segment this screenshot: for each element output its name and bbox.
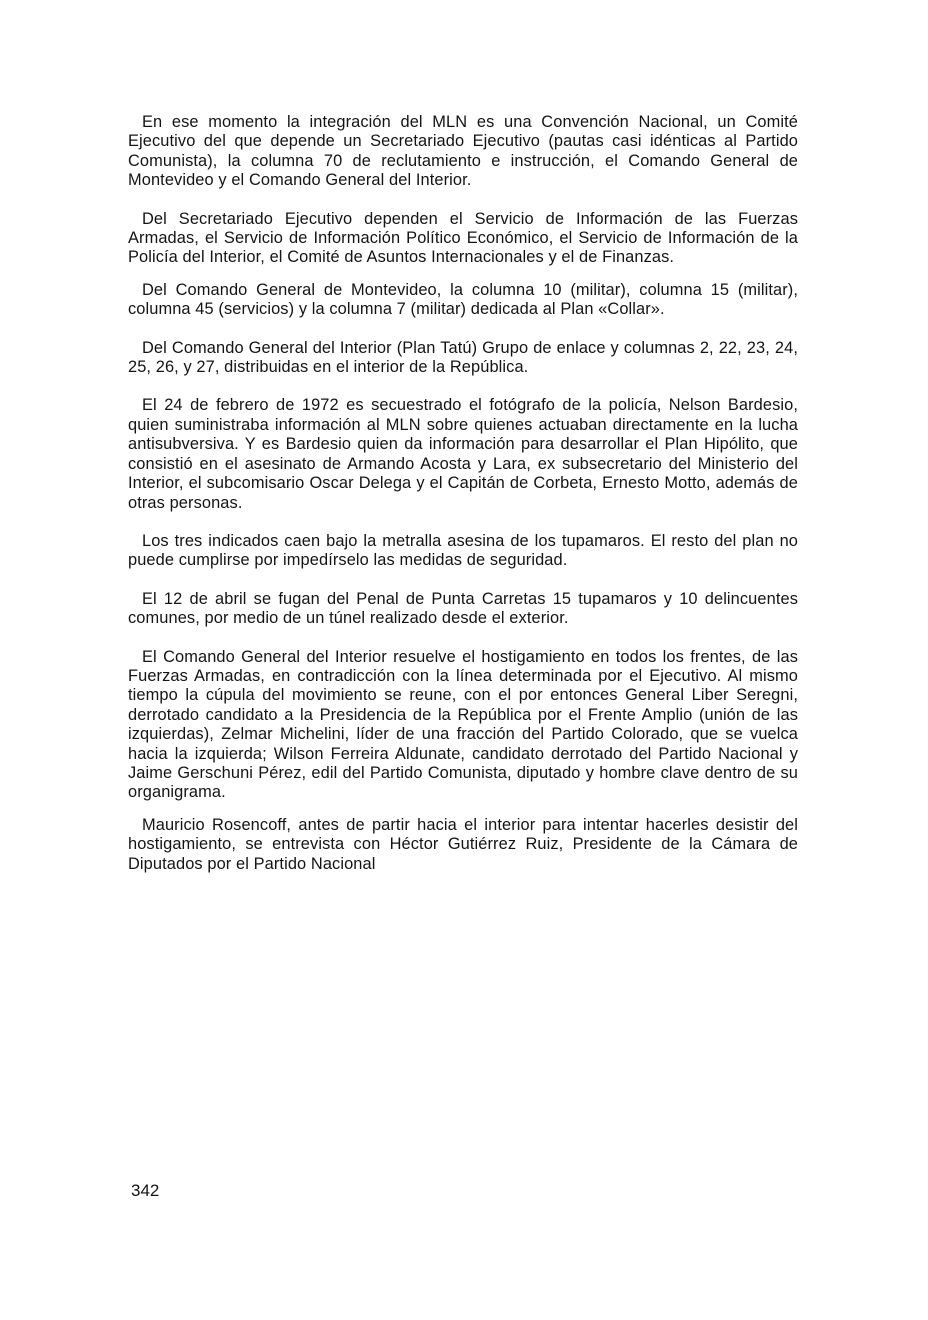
paragraph-fuga-punta-carretas: El 12 de abril se fugan del Penal de Punta Carretas 15 tupamaros y 10 delincuentes comunes, por medio de un túnel realizado desde el exterior. xyxy=(128,589,798,628)
paragraph-comando-interior: Del Comando General del Interior (Plan Tatú) Grupo de enlace y columnas 2, 22, 23, 24, 25, 26, y 27, distribuidas en el interior de la República. xyxy=(128,338,798,377)
paragraph-hostigamiento: El Comando General del Interior resuelve el hostigamiento en todos los frentes, de las Fuerzas Armadas, en contradicción con la línea determinada por el Ejecutivo. Al mismo tiempo la cúpula del movimiento se reune, con el por entonces General Liber Seregni, derrotado candidato a la Presidencia de la República por el Frente Amplio (unión de las izquierdas), Zelmar Michelini, líder de una fracción del Partido Colorado, que se vuelca hacia la izquierda; Wilson Ferreira Aldunate, candidato derrotado del Partido Nacional y Jaime Gerschuni Pérez, edil del Partido Comunista, diputado y hombre clave dentro de su organigrama. xyxy=(128,647,798,802)
paragraph-bardesio: El 24 de febrero de 1972 es secuestrado el fotógrafo de la policía, Nelson Bardesio, quien suministraba información al MLN sobre quienes actuaban directamente en la lucha antisubversiva. Y es Bardesio quien da información para desarrollar el Plan Hipólito, que consistió en el asesinato de Armando Acosta y Lara, ex subsecretario del Ministerio del Interior, el subcomisario Oscar Delega y el Capitán de Corbeta, Ernesto Motto, además de otras personas. xyxy=(128,396,798,512)
paragraph-mln-structure: En ese momento la integración del MLN es una Convención Nacional, un Comité Ejecutivo del que depende un Secretariado Ejecutivo (pautas casi idénticas al Partido Comunista), la columna 70 de reclutamiento e instrucción, el Comando General de Montevideo y el Comando General del Interior. xyxy=(128,113,798,190)
paragraph-secretariado: Del Secretariado Ejecutivo dependen el Servicio de Información de las Fuerzas Armadas, el Servicio de Información Político Económico, el Servicio de Información de la Policía del Interior, el Comité de Asuntos Internacionales y el de Finanzas. xyxy=(128,209,798,267)
paragraph-comando-montevideo: Del Comando General de Montevideo, la columna 10 (militar), columna 15 (militar), columna 45 (servicios) y la columna 7 (militar) dedicada al Plan «Collar». xyxy=(128,280,798,319)
page-number: 342 xyxy=(131,1181,160,1200)
document-page xyxy=(128,113,798,874)
paragraph-tres-indicados: Los tres indicados caen bajo la metralla asesina de los tupamaros. El resto del plan no puede cumplirse por impedírselo las medidas de seguridad. xyxy=(128,531,798,570)
paragraph-rosencoff: Mauricio Rosencoff, antes de partir hacia el interior para intentar hacerles desistir del hostigamiento, se entrevista con Héctor Gutiérrez Ruiz, Presidente de la Cámara de Diputados por el Partido Nacional xyxy=(128,815,798,873)
